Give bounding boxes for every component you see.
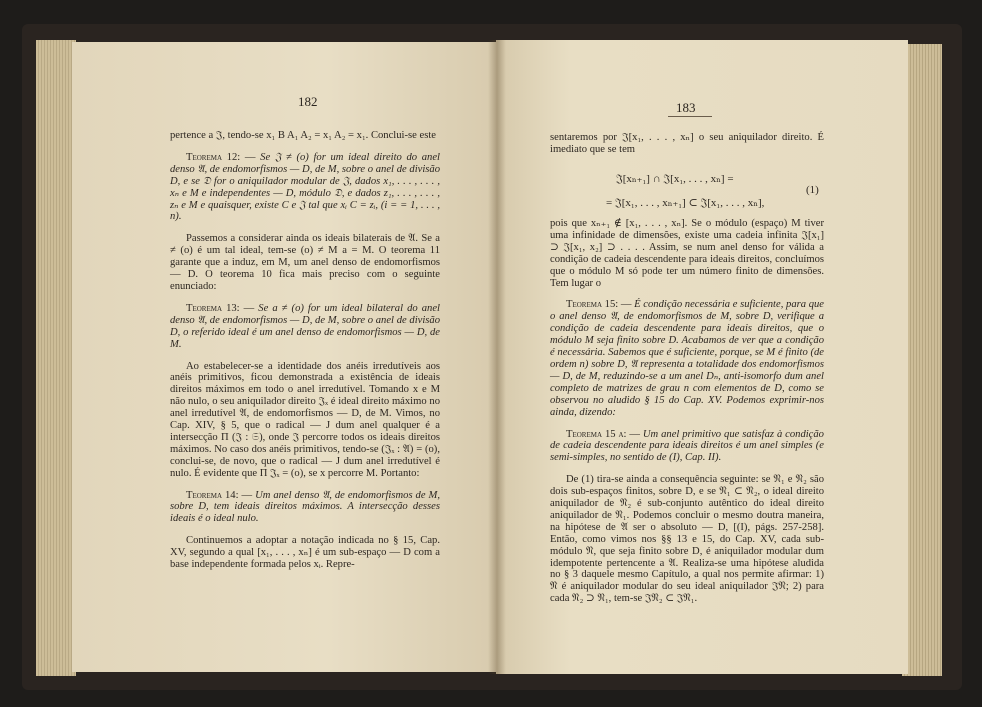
paragraph: sentaremos por 𝔍[x₁, . . . , xₙ] o seu aniquilador direito. É imediato que se tem — [550, 132, 824, 155]
paragraph: pois que xₙ₊₁ ∉ [x₁, . . . , xₙ]. Se o módulo (espaço) M tiver uma infinidade de dimensões, existe uma cadeia infinita 𝔍[x₁] ⊃ 𝔍[x₁, x₂] ⊃ . . . . Assim, se num anel denso for válida a condição de cadeia descendente para ideais direitos, concluímos que o módulo M só pode ter um número finito de dimensões. Tem lugar o — [550, 218, 824, 289]
equation-line: 𝔍[xₙ₊₁] ∩ 𝔍[x₁, . . . , xₙ] = — [616, 173, 734, 185]
theorem-15a: Teorema 15 a: — Um anel primitivo que satisfaz à condição de cadeia descendente para ideais direitos é um anel simples (e semi-simples, no sentido de (I), Cap. II). — [550, 428, 824, 464]
theorem-14: Teorema 14: — Um anel denso 𝔄, de endomorfismos de M, sobre D, tem ideais direitos máximos. A intersecção desses ideais é o ideal nulo. — [170, 489, 440, 525]
equation-number: (1) — [806, 184, 819, 196]
paragraph: Ao estabelecer-se a identidade dos anéis irredutíveis aos anéis primitivos, ficou demonstrada a existência de ideais direitos máximos em todo o anel irredutível. Tomando x e M não nulo, o seu aniquilador direito 𝔍ₓ é ideal direito máximo no anel irredutível 𝔄, de endomorfismos — D, de M. Vimos, no Cap. XIV, § 5, que o radical — J dum anel qualquer é a intersecção Π (𝔍 : 𝔖), onde 𝔍 percorre todos os ideais direitos máximos. No caso dos anéis primitivos, tendo-se (𝔍ₓ : 𝔄) = (o), conclui-se, de novo, que o radical — J dum anel irredutível é nulo. É evidente que Π 𝔍ₓ = (o), se x percorre M. Portanto: — [170, 360, 440, 479]
page-number: 182 — [298, 94, 318, 109]
right-page — [496, 40, 908, 674]
page-number: 183 — [676, 100, 696, 115]
theorem-15: Teorema 15: — É condição necessária e suficiente, para que o anel denso 𝔄, de endomorfismos de M, sobre D, verifique a condição de cadeia descendente para ideais direitos, que o módulo M seja finito sobre D. Acabamos de ver que a condição é necessária. Sabemos que é suficiente, porque, se M é finito (de ordem n) sobre D, 𝔄 representa a totalidade dos endomorfismos — D, de M, reduzindo-se a um anel Dₙ, anti-isomorfo dum anel completo de matrizes de grau n com elementos de D, como se observou no aludido § 15 do Cap. XV. Podemos exprimir-nos ainda, dizendo: — [550, 299, 824, 418]
right-page-text-top — [550, 132, 824, 166]
page-number-rule — [668, 116, 712, 117]
paragraph: Continuemos a adoptar a notação indicada no § 15, Cap. XV, segundo a qual [x₁, . . . , xₙ] é um sub-espaço — D com a base independente formada pelos xᵢ. Repre- — [170, 535, 440, 571]
paragraph: De (1) tira-se ainda a consequência seguinte: se 𝔑₁ e 𝔑₂ são dois sub-espaços finitos, sobre D, e se 𝔑₁ ⊂ 𝔑₂, o ideal direito aniquilador de 𝔑₂ é sub-conjunto autêntico do ideal direito aniquilador de 𝔑₁. Podemos concluir o mesmo doutra maneira, na hipótese de 𝔄 ser o absoluto — D, [(I), págs. 257-258]. Então, como vimos nos §§ 13 e 15, do Cap. XV, cada sub-módulo 𝔑, que seja finito sobre D, é aniquilador modular dum idempotente pertencente a 𝔄. Realiza-se uma hipótese aludida no § 3 daquele mesmo Capítulo, a qual nos permite afirmar: 1) 𝔑 é aniquilador modular do seu ideal aniquilador 𝔍𝔑; 2) para cada 𝔑₂ ⊃ 𝔑₁, tem-se 𝔍𝔑₂ ⊂ 𝔍𝔑₁. — [550, 474, 824, 605]
page-edges-left — [36, 40, 76, 676]
theorem-12: Teorema 12: — Se 𝔍 ≠ (o) for um ideal direito do anel denso 𝔄, de endomorfismos — D, de M, sobre o anel de divisão D, e se 𝔇 for o aniquilador modular de 𝔍, dados x₁, . . . , . . . , xₙ e M e independentes — D, módulo 𝔇, e dados z₁, . . . , . . . , zₙ e M e quaisquer, existe C e 𝔍 tal que xᵢ C = zᵢ, (i = = 1, . . . , n). — [170, 151, 440, 223]
left-page-text — [170, 130, 440, 581]
page-edges-right — [902, 44, 942, 676]
left-page — [72, 42, 496, 672]
equation-line: = 𝔍[x₁, . . . , xₙ₊₁] ⊂ 𝔍[x₁, . . . , xₙ], — [606, 197, 765, 209]
right-page-text — [550, 218, 824, 615]
paragraph: pertence a 𝔍, tendo-se x₁ B A₁ A₂ = x₁ A₂ = x₁. Conclui-se este — [170, 130, 436, 141]
paragraph: Passemos a considerar ainda os ideais bilaterais de 𝔄. Se a ≠ (o) é um tal ideal, tem-se (o) ≠ M a = M. O teorema 11 garante que a induz, em M, um anel denso de endomorfismos — D. O teorema 10 fica mais preciso com o seguinte enunciado: — [170, 233, 440, 292]
book-gutter — [488, 40, 506, 674]
theorem-13: Teorema 13: — Se a ≠ (o) for um ideal bilateral do anel denso 𝔄, de endomorfismos — D, de M, sobre o anel de divisão D, o referido ideal é um anel denso de endomorfismos — D, de M. — [170, 302, 440, 350]
